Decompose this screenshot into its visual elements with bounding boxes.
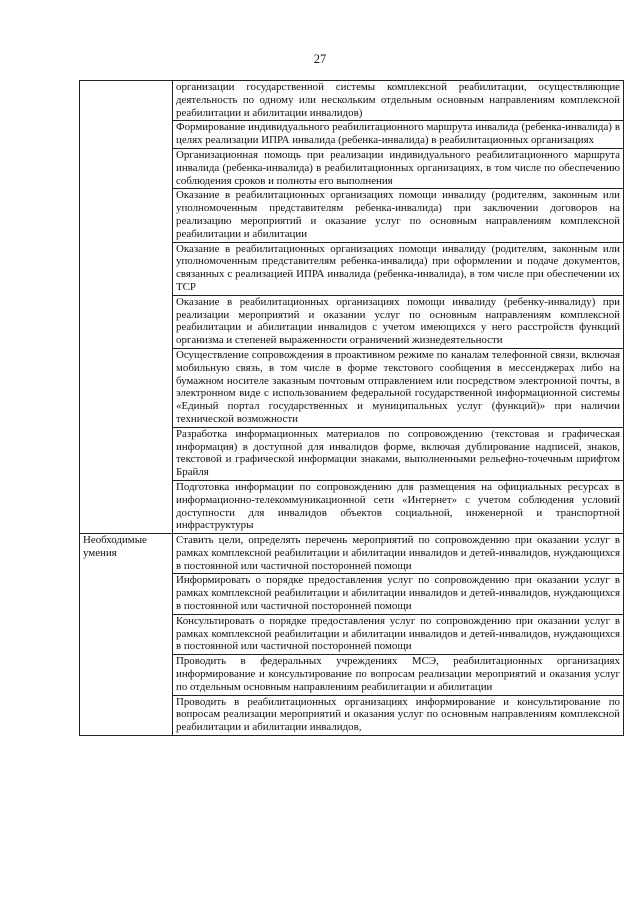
- competency-table: [79, 80, 624, 736]
- skill-item: [173, 695, 624, 735]
- skill-item-text: Проводить в реабилитационных организациях информирование и консультирование по вопросам реализации мероприятий и оказания услуг по основным направлениям комплексной реабилитации и абилитации инвалидов,: [176, 695, 620, 734]
- page-number: 27: [313, 52, 327, 66]
- labor-action-item: Подготовка информации по сопровождению для размещения на официальных ресурсах в информационно-телекоммуникационной сети «Интернет» с учетом соблюдения условий доступности для инвалидов объектов социальной, инженерной и транспортной инфраструктуры: [173, 480, 624, 533]
- labor-action-item: Организационная помощь при реализации индивидуального реабилитационного маршрута инвалида (ребенка-инвалида) в реабилитационных организациях, в том числе по обеспечению соблюдения сроков и полноты его выполнения: [173, 148, 624, 188]
- skill-item: Ставить цели, определять перечень мероприятий по сопровождению при оказании услуг в рамках комплексной реабилитации и абилитации инвалидов и детей-инвалидов, нуждающихся в постоянной или частичной посторонней помощи: [173, 534, 624, 574]
- required-skills-label: Необходимые умения: [80, 534, 173, 736]
- labor-action-item: Оказание в реабилитационных организациях помощи инвалиду (родителям, законным или уполномоченным представителям ребенка-инвалида) при оформлении и подаче документов, связанных с реализацией ИПРА инвалида (ребенка-инвалида), в том числе при обеспечении их ТСР: [173, 242, 624, 295]
- skill-item: Проводить в федеральных учреждениях МСЭ, реабилитационных организациях информирование и консультирование по вопросам реализации мероприятий и оказания услуг по отдельным основным направлениям реабилитации и абилитации: [173, 655, 624, 695]
- labor-action-item: Оказание в реабилитационных организациях помощи инвалиду (ребенку-инвалиду) при реализации мероприятий и оказании услуг по основным направлениям комплексной реабилитации и абилитации инвалидов с учетом имеющихся у него расстройств функций организма и степеней выраженности ограничений жизнедеятельности: [173, 295, 624, 348]
- labor-action-item: Осуществление сопровождения в проактивном режиме по каналам телефонной связи, включая мобильную связь, в том числе в форме текстового сообщения в мессенджерах либо на бумажном носителе заказным почтовым отправлением или посредством электронной почты, в электронном виде с использованием федеральной государственной информационной системы «Единый портал государственных и муниципальных услуг (функций)» при наличии технической возможности: [173, 348, 624, 427]
- skill-item: Информировать о порядке предоставления услуг по сопровождению при оказании услуг в рамках комплексной реабилитации и абилитации инвалидов и детей-инвалидов, нуждающихся в постоянной или частичной посторонней помощи: [173, 574, 624, 614]
- labor-action-item: Формирование индивидуального реабилитационного маршрута инвалида (ребенка-инвалида) в целях реализации ИПРА инвалида (ребенка-инвалида) в реабилитационных организациях: [173, 121, 624, 149]
- labor-action-item: Оказание в реабилитационных организациях помощи инвалиду (родителям, законным или уполномоченным представителям ребенка-инвалида) при заключении договоров на реализацию мероприятий и оказание услуг по основным направлениям комплексной реабилитации и абилитации: [173, 189, 624, 242]
- table-row: [80, 534, 624, 574]
- labor-action-item: Разработка информационных материалов по сопровождению (текстовая и графическая информация) в доступной для инвалидов форме, включая дублирование надписей, знаков, текстовой и графической информации знаками, выполненными рельефно-точечным шрифтом Брайля: [173, 427, 624, 480]
- row-label-empty: [80, 81, 173, 534]
- table-row: [80, 81, 624, 121]
- skill-item: Консультировать о порядке предоставления услуг по сопровождению при оказании услуг в рамках комплексной реабилитации и абилитации инвалидов и детей-инвалидов, нуждающихся в постоянной или частичной посторонней помощи: [173, 614, 624, 654]
- labor-action-item: организации государственной системы комплексной реабилитации, осуществляющие деятельность по одному или нескольким отдельным основным направлениям комплексной реабилитации и абилитации инвалидов): [173, 81, 624, 121]
